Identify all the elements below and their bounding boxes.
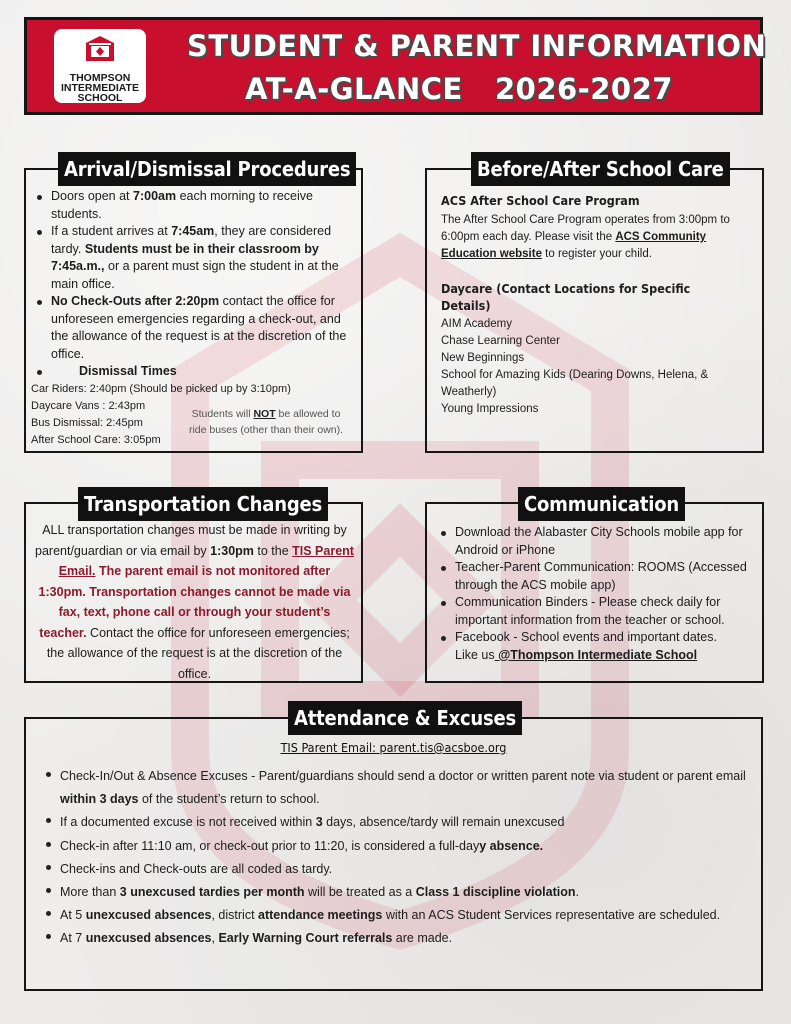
attendance-panel: [24, 717, 763, 991]
school-care-title: Before/After School Care: [471, 152, 730, 186]
list-item: More than 3 unexcused tardies per month will be treated as a Class 1 discipline violation.: [39, 881, 755, 904]
school-shield-icon: [83, 34, 117, 64]
communication-list: [434, 524, 760, 664]
list-item: At 5 unexcused absences, district attendance meetings with an ACS Student Services representative are scheduled.: [39, 904, 755, 927]
attendance-rules-list: [39, 765, 755, 951]
arrival-rules-list: [30, 188, 358, 381]
facebook-page-link[interactable]: @Thompson Intermediate School: [494, 647, 698, 662]
logo-text-line1: THOMPSON: [69, 72, 131, 84]
list-item: No Check-Outs after 2:20pm contact the office for unforeseen emergencies regarding a check-out, and the allowance of the request is at the discretion of the office.: [30, 293, 358, 363]
list-item: Teacher-Parent Communication: ROOMS (Accessed through the ACS mobile app): [434, 559, 760, 594]
arrival-dismissal-title: Arrival/Dismissal Procedures: [58, 152, 356, 186]
header-title-year: 2026-2027: [495, 72, 673, 106]
daycare-item: Young Impressions: [441, 403, 539, 415]
header-title-at-a-glance: AT-A-GLANCE: [245, 72, 463, 106]
daycare-item: AIM Academy: [441, 318, 512, 330]
care-content: [441, 192, 741, 418]
attendance-email-line: [26, 739, 761, 757]
list-item: If a documented excuse is not received within 3 days, absence/tardy will remain unexcused: [39, 811, 755, 834]
school-logo: [54, 29, 146, 103]
attendance-title: Attendance & Excuses: [288, 701, 522, 735]
daycare-item: Chase Learning Center: [441, 335, 560, 347]
after-school-care-time: After School Care: 3:05pm: [31, 434, 161, 446]
daycare-item: New Beginnings: [441, 352, 525, 364]
logo-text-line2: INTERMEDIATE: [61, 82, 139, 94]
header-banner: [24, 17, 767, 115]
list-item: Check-in after 11:10 am, or check-out prior to 11:20, is considered a full-dayy absence.: [39, 835, 755, 858]
communication-title: Communication: [518, 487, 685, 521]
after-school-program-heading: ACS After School Care Program: [441, 193, 640, 208]
list-item: At 7 unexcused absences, Early Warning Court referrals are made.: [39, 927, 755, 950]
acs-community-education-link[interactable]: ACS Community Education website: [441, 231, 707, 260]
header-title-line1: STUDENT & PARENT INFORMATION: [187, 29, 767, 63]
transportation-panel: [24, 502, 363, 683]
after-school-program-text: The After School Care Program operates from 3:00pm to 6:00pm each day. Please visit the ACS Community Education website to register your child.: [441, 214, 730, 260]
daycare-vans-time: Daycare Vans : 2:43pm: [31, 400, 146, 412]
facebook-like-line: Like us @Thompson Intermediate School: [455, 647, 698, 662]
bus-dismissal-time: Bus Dismissal: 2:45pm: [31, 417, 143, 429]
parent-email-link[interactable]: TIS Parent Email: parent.tis@acsboe.org: [280, 740, 507, 755]
list-item: Communication Binders - Please check daily for important information from the teacher or school.: [434, 594, 760, 629]
communication-panel: [425, 502, 764, 683]
list-item: Facebook - School events and important dates.: [434, 629, 760, 647]
list-item: Check-ins and Check-outs are all coded as tardy.: [39, 858, 755, 881]
logo-text-line3: SCHOOL: [77, 92, 123, 104]
transportation-title: Transportation Changes: [78, 487, 328, 521]
tis-parent-email-link[interactable]: TIS Parent Email.: [58, 543, 354, 578]
arrival-dismissal-panel: [24, 168, 363, 453]
list-item: If a student arrives at 7:45am, they are considered tardy. Students must be in their classroom by 7:45a.m., or a parent must sign the student in at the main office.: [30, 223, 358, 293]
list-item: Check-In/Out & Absence Excuses - Parent/guardians should send a doctor or written parent note via student or parent email within 3 days of the student’s return to school.: [39, 765, 755, 811]
school-care-panel: [425, 168, 764, 453]
daycare-item: School for Amazing Kids (Dearing Downs, Helena, & Weatherly): [441, 369, 709, 398]
car-riders-time: Car Riders: 2:40pm (Should be picked up by 3:10pm): [31, 383, 291, 395]
list-item: Download the Alabaster City Schools mobile app for Android or iPhone: [434, 524, 760, 559]
dismissal-times-heading: Dismissal Times: [30, 363, 358, 381]
transportation-text: ALL transportation changes must be made in writing by parent/guardian or via email by 1:30pm to the TIS Parent Email. The parent email is not monitored after 1:30pm. Transportation changes cannot be made via fax, text, phone call or through your student’s teacher. Contact the office for unforeseen emergencies; the allowance of the request is at the discretion of the office.: [35, 523, 354, 681]
list-item: Doors open at 7:00am each morning to receive students.: [30, 188, 358, 223]
daycare-heading: Daycare (Contact Locations for Specific Details): [441, 281, 691, 313]
bus-note: Students will NOT be allowed to ride buses (other than their own).: [188, 408, 344, 436]
